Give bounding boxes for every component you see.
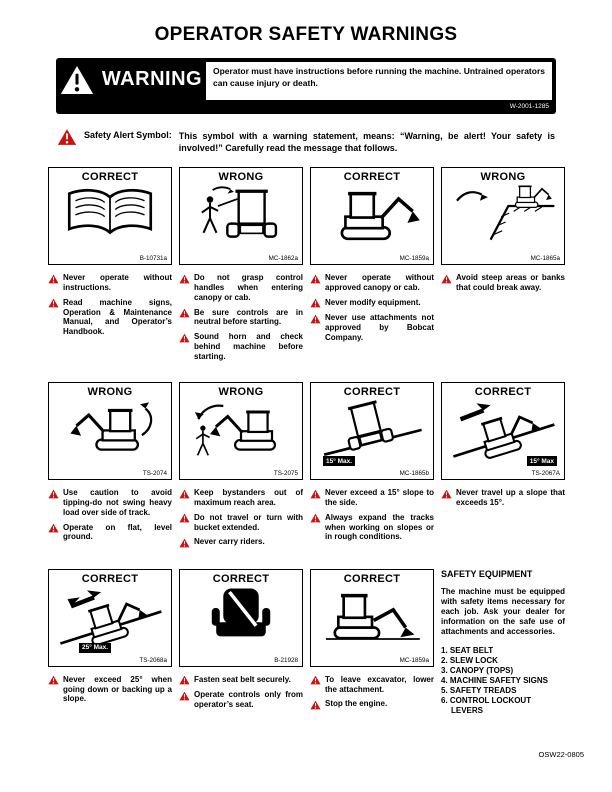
- safety-equipment-item: 6. CONTROL LOCKOUT LEVERS: [441, 695, 532, 715]
- warning-text: Never carry riders.: [194, 537, 265, 547]
- warning-text: Keep bystanders out of maximum reach area.: [194, 488, 303, 508]
- warning-bullet: [179, 675, 303, 686]
- warning-banner-code: W-2001-1285: [509, 103, 549, 110]
- warning-text: Do not travel or turn with bucket extended.: [194, 512, 303, 532]
- warning-bullet: [179, 537, 303, 548]
- bullet-list: [310, 273, 434, 342]
- warning-text: Operate controls only from operator’s seat.: [194, 690, 303, 710]
- safety-equipment-item: 5. SAFETY TREADS: [441, 685, 517, 695]
- warning-text: Do not grasp control handles when entering canopy or cab.: [194, 273, 303, 302]
- panel-verdict-label: CORRECT: [343, 171, 401, 184]
- warning-triangle-icon: [48, 523, 59, 533]
- cell-reach-area: [179, 382, 303, 553]
- cell-seat-belt: [179, 569, 303, 716]
- warning-bullet: [179, 332, 303, 361]
- bullet-list: [179, 675, 303, 710]
- cell-steep-banks: [441, 167, 565, 366]
- cell-swing-caution: [48, 382, 172, 553]
- warning-banner: [56, 58, 556, 114]
- warning-bullet: [310, 273, 434, 293]
- cell-read-instructions: [48, 167, 172, 366]
- warning-triangle-icon: [179, 489, 190, 499]
- figure-code: B-10731a: [139, 255, 167, 263]
- panel-verdict-label: WRONG: [87, 386, 133, 399]
- warning-text: Operate on flat, level ground.: [63, 522, 172, 542]
- figure-code: TS-2075: [273, 470, 298, 478]
- panel-seat-belt: [179, 569, 303, 667]
- safety-alert-triangle-icon: [57, 128, 77, 146]
- page-footer-code: OSW22-0805: [538, 750, 584, 759]
- warning-text: To leave excavator, lower the attachment.: [325, 674, 434, 694]
- bullet-list: [179, 273, 303, 361]
- safety-alert-label: Safety Alert Symbol:: [84, 130, 172, 140]
- panel-leaving-excavator: [310, 569, 434, 667]
- figure-code: TS-2067A: [531, 470, 560, 478]
- figure-code: TS-2074: [142, 470, 167, 478]
- warning-bullet: [441, 488, 565, 508]
- warning-text: Be sure controls are in neutral before starting.: [194, 307, 303, 327]
- panel-verdict-label: WRONG: [218, 386, 264, 399]
- warning-banner-text: Operator must have instructions before running the machine. Untrained operators can cause injury or death.: [206, 62, 552, 100]
- panel-swing-caution: [48, 382, 172, 480]
- panel-verdict-label: WRONG: [480, 171, 526, 184]
- warning-text: Use caution to avoid tipping-do not swing heavy load over side of track.: [63, 488, 172, 517]
- uphill-travel-illustration: [447, 398, 559, 460]
- warning-triangle-icon: [310, 675, 321, 685]
- seat-belt-illustration: [185, 585, 297, 647]
- warning-triangle-icon: [179, 513, 190, 523]
- cell-uphill-travel: [441, 382, 565, 553]
- figure-code: MC-1865a: [530, 255, 560, 263]
- side-slope-illustration: [316, 398, 428, 460]
- warning-triangle-bw-icon: [60, 65, 94, 95]
- safety-equipment-title: SAFETY EQUIPMENT: [441, 568, 533, 579]
- cell-downhill-travel: [48, 569, 172, 716]
- warning-text: Sound horn and check behind machine before starting.: [194, 332, 303, 361]
- warning-triangle-icon: [310, 700, 321, 710]
- warning-bullet: [310, 513, 434, 542]
- warning-bullet: [310, 699, 434, 710]
- warning-bullet: [441, 273, 565, 293]
- panel-steep-banks: [441, 167, 565, 265]
- page-title: OPERATOR SAFETY WARNINGS: [154, 24, 458, 45]
- warning-text: Always expand the tracks when working on slopes or in rough conditions.: [325, 512, 434, 542]
- warning-text: Avoid steep areas or banks that could break away.: [456, 273, 565, 293]
- warning-triangle-icon: [179, 691, 190, 701]
- bullet-list: [441, 488, 565, 508]
- safety-equipment-item: 2. SLEW LOCK: [441, 655, 498, 665]
- cell-side-slope: [310, 382, 434, 553]
- panel-entering-machine: [179, 167, 303, 265]
- warning-text: Read machine signs, Operation & Maintenance Manual, and Operator’s Handbook.: [63, 297, 172, 337]
- warning-triangle-icon: [179, 274, 190, 284]
- panel-verdict-label: CORRECT: [81, 572, 139, 585]
- warning-triangle-icon: [310, 274, 321, 284]
- warning-triangle-icon: [310, 489, 321, 499]
- reach-area-illustration: [185, 398, 297, 460]
- warning-text: Never use attachments not approved by Bobcat Company.: [325, 313, 434, 342]
- panel-read-instructions: [48, 167, 172, 265]
- panel-downhill-travel: [48, 569, 172, 667]
- warning-bullet: [310, 675, 434, 695]
- panel-approved-canopy: [310, 167, 434, 265]
- safety-equipment-section: [441, 569, 565, 716]
- warning-bullet: [179, 273, 303, 302]
- warning-text: Stop the engine.: [325, 699, 388, 709]
- warning-triangle-icon: [48, 675, 59, 685]
- figure-code: MC-1862a: [268, 255, 298, 263]
- panel-verdict-label: CORRECT: [81, 171, 139, 184]
- warning-bullet: [179, 513, 303, 533]
- bullet-list: [48, 488, 172, 542]
- swing-tipping-illustration: [54, 398, 166, 460]
- warning-bullet: [48, 523, 172, 543]
- warning-text: Never operate without instructions.: [63, 273, 172, 293]
- bullet-list: [310, 488, 434, 542]
- steep-bank-illustration: [447, 183, 559, 245]
- figure-code: MC-1859a: [399, 255, 429, 263]
- warning-bullet: [179, 308, 303, 328]
- panel-reach-area: [179, 382, 303, 480]
- warning-text: Never operate without approved canopy or cab.: [325, 273, 434, 293]
- lowered-attachment-illustration: [316, 585, 428, 647]
- panel-verdict-label: CORRECT: [343, 386, 401, 399]
- downhill-travel-illustration: [54, 585, 166, 647]
- bullet-list: [441, 273, 565, 293]
- cell-leaving-excavator: [310, 569, 434, 716]
- warning-triangle-icon: [48, 274, 59, 284]
- warning-banner-label: WARNING: [101, 68, 203, 90]
- figure-code: TS-2068a: [139, 656, 167, 664]
- bullet-list: [310, 675, 434, 710]
- warning-text: Fasten seat belt securely.: [194, 674, 291, 684]
- safety-equipment-list: [441, 646, 565, 716]
- warning-triangle-icon: [441, 274, 452, 284]
- warning-triangle-icon: [179, 538, 190, 548]
- panel-uphill-travel: [441, 382, 565, 480]
- warning-bullet: [179, 690, 303, 710]
- warning-triangle-icon: [48, 298, 59, 308]
- warning-bullet: [310, 313, 434, 342]
- safety-equipment-item: 4. MACHINE SAFETY SIGNS: [441, 675, 548, 685]
- warning-banner-left: [56, 58, 206, 101]
- panel-verdict-label: WRONG: [218, 171, 264, 184]
- warning-bullet: [310, 488, 434, 508]
- excavator-canopy-illustration: [316, 183, 428, 245]
- warning-bullet: [48, 488, 172, 517]
- figure-code: MC-1859a: [399, 656, 429, 664]
- cell-entering-machine: [179, 167, 303, 366]
- warning-text: Never modify equipment.: [325, 297, 421, 307]
- safety-equipment-item: 1. SEAT BELT: [441, 645, 494, 655]
- panel-side-slope: [310, 382, 434, 480]
- safety-equipment-text: The machine must be equipped with safety items necessary for each job. Ask your dealer for information on the safe use of attachments and accessories.: [441, 586, 565, 636]
- warning-triangle-icon: [179, 308, 190, 318]
- slope-limit-badge: 25° Max.: [79, 643, 111, 653]
- warning-bullet: [179, 488, 303, 508]
- open-book-illustration: [54, 183, 166, 245]
- figure-code: MC-1865b: [399, 470, 429, 478]
- bullet-list: [48, 675, 172, 704]
- warning-triangle-icon: [310, 314, 321, 324]
- bullet-list: [179, 488, 303, 548]
- warning-text: Never exceed a 15° slope to the side.: [325, 488, 434, 508]
- safety-alert-row: [57, 128, 555, 154]
- safety-equipment-item: 3. CANOPY (TOPS): [441, 665, 514, 675]
- panel-verdict-label: CORRECT: [474, 386, 532, 399]
- slope-limit-badge: 15° Max: [527, 456, 557, 466]
- warning-triangle-icon: [179, 675, 190, 685]
- cell-approved-canopy: [310, 167, 434, 366]
- safety-panels-grid: [48, 167, 564, 716]
- warning-triangle-icon: [310, 513, 321, 523]
- warning-triangle-icon: [441, 489, 452, 499]
- bullet-list: [48, 273, 172, 337]
- warning-banner-main: [56, 58, 556, 101]
- panel-verdict-label: CORRECT: [343, 572, 401, 585]
- warning-triangle-icon: [179, 333, 190, 343]
- warning-text: Never travel up a slope that exceeds 15°.: [456, 488, 565, 508]
- slope-limit-badge: 15° Max.: [323, 456, 355, 466]
- warning-bullet: [48, 675, 172, 704]
- warning-triangle-icon: [48, 489, 59, 499]
- safety-alert-text: This symbol with a warning statement, means: “Warning, be alert! Your safety is involved!” Carefully read the message that follows.: [178, 131, 555, 154]
- warning-text: Never exceed 25° when going down or backing up a slope.: [63, 674, 172, 704]
- figure-code: B-21928: [274, 656, 298, 664]
- panel-verdict-label: CORRECT: [212, 572, 270, 585]
- entering-machine-illustration: [185, 183, 297, 245]
- warning-triangle-icon: [310, 298, 321, 308]
- warning-bullet: [48, 273, 172, 293]
- warning-bullet: [48, 298, 172, 337]
- warning-bullet: [310, 298, 434, 309]
